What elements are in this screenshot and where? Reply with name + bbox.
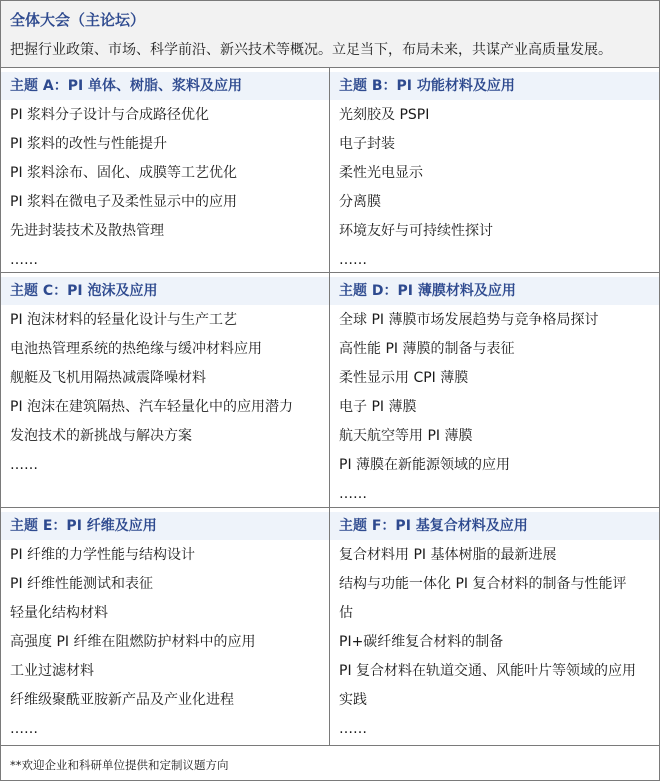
plenary-title: 全体大会（主论坛） xyxy=(10,11,146,29)
theme-c-item: PI 泡沫在建筑隔热、汽车轻量化中的应用潜力 xyxy=(10,399,294,415)
theme-d-item: 航天航空等用 PI 薄膜 xyxy=(339,428,473,444)
theme-b-item: …… xyxy=(339,252,367,268)
theme-e-item: 纤维级聚酰亚胺新产品及产业化进程 xyxy=(10,692,234,708)
theme-a-item: …… xyxy=(10,252,38,268)
theme-e-item: 轻量化结构材料 xyxy=(10,605,108,621)
row-divider xyxy=(1,745,659,746)
theme-b-item: 光刻胶及 PSPI xyxy=(339,107,430,123)
theme-a-item: PI 浆料的改性与性能提升 xyxy=(10,136,168,152)
theme-d-item: PI 薄膜在新能源领域的应用 xyxy=(339,457,511,473)
theme-a-item: PI 浆料涂布、固化、成膜等工艺优化 xyxy=(10,165,238,181)
theme-c-item: …… xyxy=(10,457,38,473)
theme-b-item: 电子封装 xyxy=(339,136,395,152)
theme-e-title: 主题 E：PI 纤维及应用 xyxy=(1,512,329,540)
theme-b-title: 主题 B：PI 功能材料及应用 xyxy=(330,72,659,100)
theme-b-item: 柔性光电显示 xyxy=(339,165,423,181)
theme-f-item: 复合材料用 PI 基体树脂的最新进展 xyxy=(339,547,557,563)
theme-a-title: 主题 A：PI 单体、树脂、浆料及应用 xyxy=(1,72,329,100)
theme-e-item: …… xyxy=(10,721,38,737)
theme-d-item: 柔性显示用 CPI 薄膜 xyxy=(339,370,469,386)
plenary-section xyxy=(1,1,659,68)
theme-d-item: …… xyxy=(339,486,367,502)
theme-f-item: 估 xyxy=(339,605,353,621)
theme-f-item: PI 复合材料在轨道交通、风能叶片等领域的应用 xyxy=(339,663,637,679)
theme-f-item: 结构与功能一体化 PI 复合材料的制备与性能评 xyxy=(339,576,627,592)
theme-b-item: 环境友好与可持续性探讨 xyxy=(339,223,493,239)
theme-c-title: 主题 C：PI 泡沫及应用 xyxy=(1,277,329,305)
theme-e-item: PI 纤维的力学性能与结构设计 xyxy=(10,547,196,563)
theme-e-item: 高强度 PI 纤维在阻燃防护材料中的应用 xyxy=(10,634,256,650)
theme-d-item: 高性能 PI 薄膜的制备与表征 xyxy=(339,341,515,357)
theme-c-item: 发泡技术的新挑战与解决方案 xyxy=(10,428,192,444)
theme-c-item: 舰艇及飞机用隔热减震降噪材料 xyxy=(10,370,206,386)
theme-e-item: PI 纤维性能测试和表征 xyxy=(10,576,154,592)
theme-c-item: PI 泡沫材料的轻量化设计与生产工艺 xyxy=(10,312,238,328)
theme-f-item: PI+碳纤维复合材料的制备 xyxy=(339,634,504,650)
theme-f-item: 实践 xyxy=(339,692,367,708)
theme-c-item: 电池热管理系统的热绝缘与缓冲材料应用 xyxy=(10,341,262,357)
theme-d-item: 电子 PI 薄膜 xyxy=(339,399,417,415)
row-divider xyxy=(1,272,659,273)
theme-d-item: 全球 PI 薄膜市场发展趋势与竞争格局探讨 xyxy=(339,312,599,328)
theme-a-item: 先进封装技术及散热管理 xyxy=(10,223,164,239)
theme-d-title: 主题 D：PI 薄膜材料及应用 xyxy=(330,277,659,305)
theme-f-item: …… xyxy=(339,721,367,737)
theme-f-title: 主题 F：PI 基复合材料及应用 xyxy=(330,512,659,540)
theme-a-item: PI 浆料在微电子及柔性显示中的应用 xyxy=(10,194,238,210)
plenary-description: 把握行业政策、市场、科学前沿、新兴技术等概况。立足当下，布局未来，共谋产业高质量发展。 xyxy=(10,42,612,58)
row-divider xyxy=(1,507,659,508)
footer-note: **欢迎企业和科研单位提供和定制议题方向 xyxy=(10,758,229,772)
theme-b-item: 分离膜 xyxy=(339,194,381,210)
theme-a-item: PI 浆料分子设计与合成路径优化 xyxy=(10,107,210,123)
column-divider xyxy=(329,68,330,745)
theme-e-item: 工业过滤材料 xyxy=(10,663,94,679)
